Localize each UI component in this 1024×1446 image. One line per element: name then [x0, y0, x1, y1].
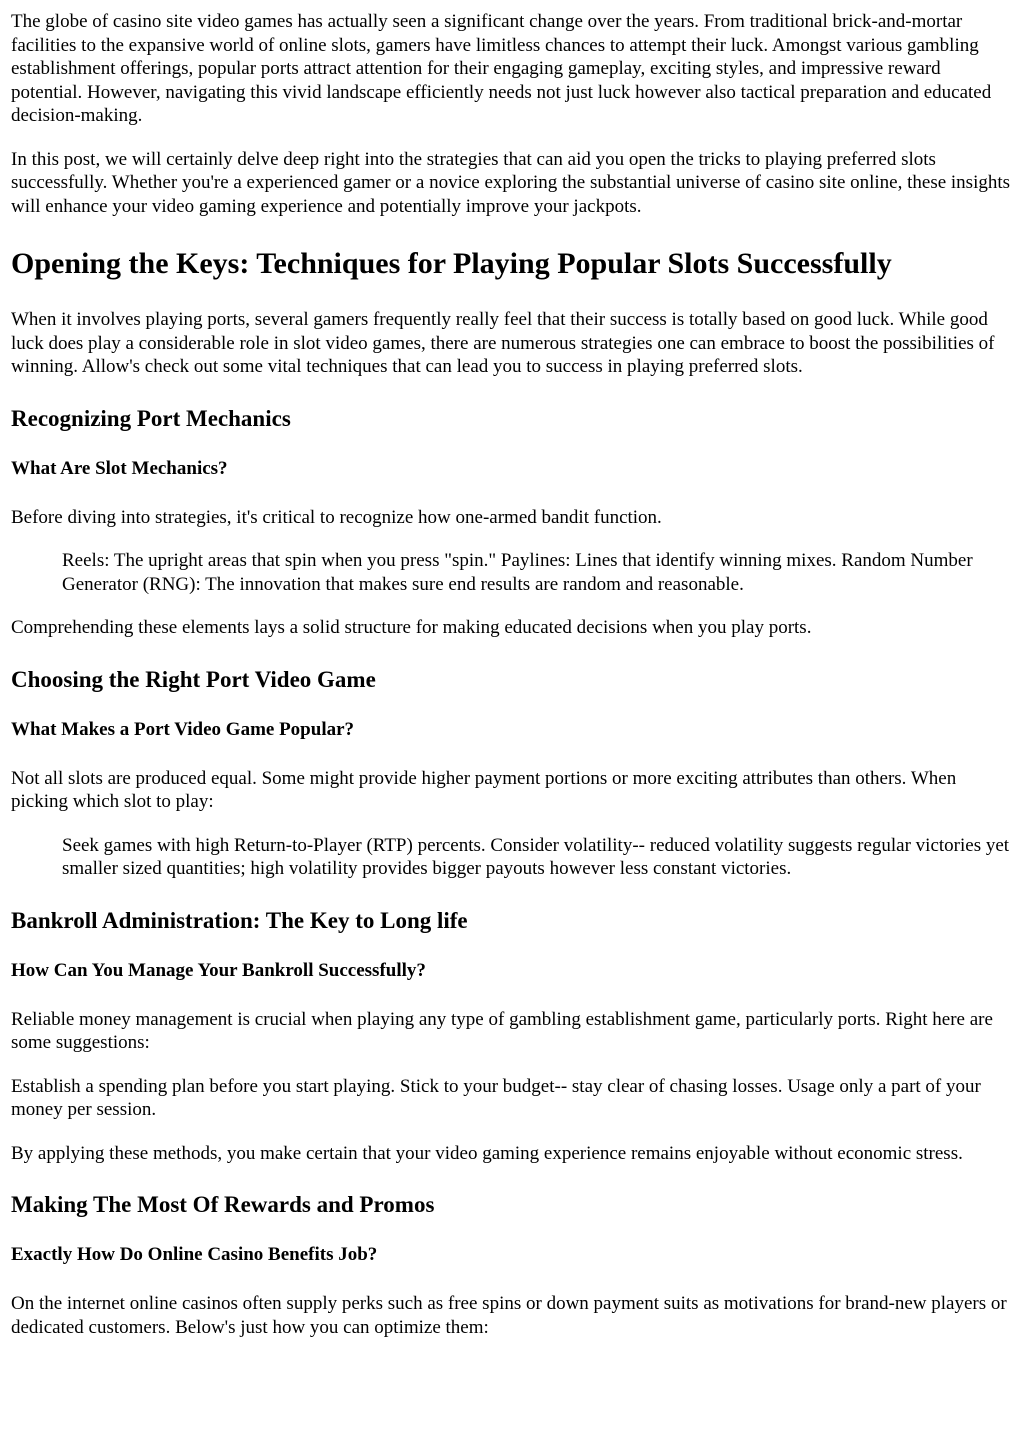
mechanics-quote: Reels: The upright areas that spin when you press "spin." Paylines: Lines that identify winning mixes. Random Number Generator (RNG): The innovation that makes sure end results are random and reasonable. — [62, 550, 973, 595]
mechanics-paragraph-1: Before diving into strategies, it's critical to recognize how one-armed bandit function. — [11, 506, 662, 528]
mechanics-paragraph-2: Comprehending these elements lays a solid structure for making educated decisions when you play ports. — [11, 617, 812, 638]
section-heading-bankroll: Bankroll Administration: The Key to Long life — [11, 907, 468, 933]
article-title: Opening the Keys: Techniques for Playing Popular Slots Successfully — [11, 247, 892, 280]
subheading-benefits: Exactly How Do Online Casino Benefits Job? — [11, 1244, 378, 1265]
bankroll-paragraph-2: Establish a spending plan before you start playing. Stick to your budget-- stay clear of chasing losses. Usage only a part of your money per session. — [11, 1075, 981, 1120]
section-heading-rewards: Making The Most Of Rewards and Promos — [11, 1192, 435, 1217]
intro-paragraph-1: The globe of casino site video games has actually seen a significant change over the years. From traditional brick-and-mortar facilities to the expansive world of online slots, gamers have limitless chances to attempt their luck. Amongst various gambling establishment offerings, popular ports attract attention for their engaging gameplay, exciting styles, and impressive reward potential. However, navigating this vivid landscape efficiently needs not just luck however also tactical preparation and educated decision-making. — [11, 11, 992, 126]
subheading-bankroll: How Can You Manage Your Bankroll Successfully? — [11, 959, 426, 981]
subheading-popular: What Makes a Port Video Game Popular? — [11, 718, 355, 740]
section-heading-choosing: Choosing the Right Port Video Game — [11, 666, 376, 692]
choosing-paragraph-1: Not all slots are produced equal. Some might provide higher payment portions or more exciting attributes than others. When picking which slot to play: — [11, 767, 957, 812]
rewards-paragraph-1: On the internet online casinos often supply perks such as free spins or down payment suits as motivations for brand-new players or dedicated customers. Below's just how you can optimize them: — [11, 1293, 1007, 1338]
main-paragraph: When it involves playing ports, several gamers frequently really feel that their success is totally based on good luck. While good luck does play a considerable role in slot video games, there are numerous strategies one can embrace to boost the possibilities of winning. Allow's check out some vital techniques that can lead you to success in playing preferred slots. — [11, 309, 995, 377]
section-heading-mechanics: Recognizing Port Mechanics — [11, 405, 291, 431]
bankroll-paragraph-3: By applying these methods, you make certain that your video gaming experience remains enjoyable without economic stress. — [11, 1142, 963, 1164]
subheading-slot-mechanics: What Are Slot Mechanics? — [11, 457, 228, 479]
bankroll-paragraph-1: Reliable money management is crucial when playing any type of gambling establishment game, particularly ports. Right here are some suggestions: — [11, 1008, 993, 1053]
choosing-quote: Seek games with high Return-to-Player (RTP) percents. Consider volatility-- reduced volatility suggests regular victories yet smaller sized quantities; high volatility provides bigger payouts however less constant victories. — [62, 834, 1010, 879]
intro-paragraph-2: In this post, we will certainly delve deep right into the strategies that can aid you open the tricks to playing preferred slots successfully. Whether you're a experienced gamer or a novice exploring the substantial universe of casino site online, these insights will enhance your video gaming experience and potentially improve your jackpots. — [11, 148, 1011, 217]
